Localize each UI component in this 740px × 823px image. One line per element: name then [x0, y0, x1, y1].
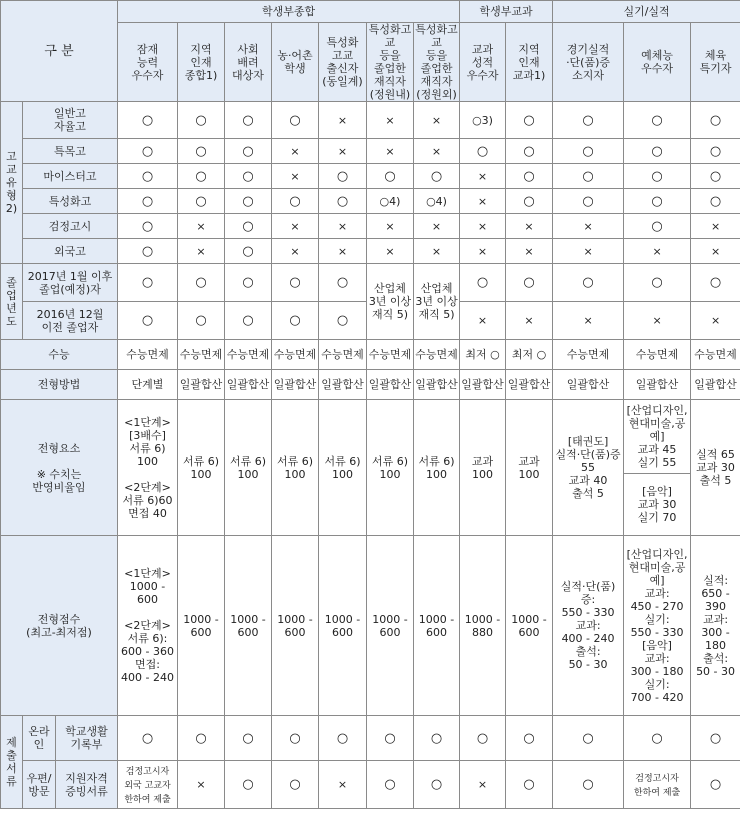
- eligibility-cell: ×: [414, 239, 460, 264]
- grad-year-label: 졸업 년도: [1, 264, 23, 340]
- method-label: 전형방법: [1, 370, 118, 400]
- submit-cell: ○: [553, 716, 624, 761]
- eligibility-cell: ×: [272, 164, 319, 189]
- row-label: 마이스터고: [23, 164, 118, 189]
- table-row: [1, 102, 740, 139]
- row-label: 2016년 12월 이전 졸업자: [23, 302, 118, 340]
- header-group-gyogwa: 학생부교과: [460, 1, 553, 23]
- eligibility-cell: ×: [691, 239, 740, 264]
- table-row: [1, 189, 740, 214]
- submit-cell: ○: [225, 716, 272, 761]
- method-cell: 일괄합산: [506, 370, 553, 400]
- submit-cell: ○: [460, 716, 506, 761]
- elements-cell: 실적 65 교과 30 출석 5: [691, 400, 740, 536]
- eligibility-cell: ○: [225, 239, 272, 264]
- eligibility-cell: ×: [460, 239, 506, 264]
- eligibility-cell: ○: [118, 302, 178, 340]
- col-header: 농·어촌 학생: [272, 23, 319, 102]
- method-cell: 일괄합산: [414, 370, 460, 400]
- col-header: 예체능 우수자: [624, 23, 691, 102]
- eligibility-cell: ×: [367, 139, 414, 164]
- method-cell: 일괄합산: [178, 370, 225, 400]
- submit-online-label: 온라인: [23, 716, 56, 761]
- submit-cell: ○: [414, 716, 460, 761]
- eligibility-cell: ×: [414, 102, 460, 139]
- row-label: 외국고: [23, 239, 118, 264]
- eligibility-cell: ×: [460, 189, 506, 214]
- eligibility-cell: ○: [225, 102, 272, 139]
- scores-cell: 1000 - 600: [225, 536, 272, 716]
- eligibility-cell: ×: [553, 214, 624, 239]
- eligibility-cell: ×: [553, 302, 624, 340]
- eligibility-cell: ○: [225, 264, 272, 302]
- table-row: [1, 340, 740, 370]
- eligibility-cell: ×: [506, 214, 553, 239]
- elements-label: 전형요소 ※ 수치는 반영비율임: [1, 400, 118, 536]
- school-type-label: 고교 유형2): [1, 102, 23, 264]
- method-cell: 일괄합산: [272, 370, 319, 400]
- submit-cell: ○: [506, 761, 553, 809]
- col-header: 사회 배려 대상자: [225, 23, 272, 102]
- elements-cell: 서류 6) 100: [272, 400, 319, 536]
- table-row: [1, 239, 740, 264]
- eligibility-cell: ○: [178, 302, 225, 340]
- eligibility-cell: ○: [118, 164, 178, 189]
- col-header: 잠재 능력 우수자: [118, 23, 178, 102]
- submit-cell: ○: [319, 716, 367, 761]
- suneung-cell: 최저 ○: [460, 340, 506, 370]
- table-row: [1, 761, 740, 809]
- eligibility-cell: ○: [691, 139, 740, 164]
- method-cell: 일괄합산: [553, 370, 624, 400]
- scores-label: 전형점수 (최고-최저점): [1, 536, 118, 716]
- table-row: [1, 164, 740, 189]
- eligibility-cell: ×: [506, 302, 553, 340]
- eligibility-cell: ○: [319, 302, 367, 340]
- eligibility-cell: ×: [272, 239, 319, 264]
- table-row: [1, 400, 740, 474]
- suneung-cell: 수능면제: [624, 340, 691, 370]
- elements-cell: 서류 6) 100: [367, 400, 414, 536]
- col-header: 특성화고교 등을 졸업한 재직자 (정원내): [367, 23, 414, 102]
- eligibility-cell: ○: [624, 102, 691, 139]
- eligibility-cell: ○: [118, 189, 178, 214]
- row-label: 일반고 자율고: [23, 102, 118, 139]
- eligibility-cell: ○: [460, 264, 506, 302]
- table-row: [1, 536, 740, 716]
- eligibility-cell: ×: [319, 214, 367, 239]
- eligibility-cell: ×: [553, 239, 624, 264]
- eligibility-cell: ○: [225, 164, 272, 189]
- suneung-cell: 수능면제: [272, 340, 319, 370]
- method-cell: 일괄합산: [460, 370, 506, 400]
- eligibility-cell: ×: [414, 139, 460, 164]
- eligibility-cell: ○: [553, 189, 624, 214]
- worker-note: 산업체 3년 이상 재직 5): [367, 264, 414, 340]
- eligibility-cell: ○: [272, 102, 319, 139]
- col-header: 지역 인재 종합1): [178, 23, 225, 102]
- row-label: 특목고: [23, 139, 118, 164]
- scores-cell: 1000 - 600: [367, 536, 414, 716]
- eligibility-cell: ○: [624, 214, 691, 239]
- eligibility-cell: ×: [506, 239, 553, 264]
- suneung-cell: 수능면제: [691, 340, 740, 370]
- scores-cell: 1000 - 600: [414, 536, 460, 716]
- elements-cell: 교과 100: [460, 400, 506, 536]
- eligibility-cell: ○: [624, 139, 691, 164]
- eligibility-cell: ○: [225, 139, 272, 164]
- header-gubun: 구 분: [1, 1, 118, 102]
- col-header: 교과 성적 우수자: [460, 23, 506, 102]
- row-label: 검정고시: [23, 214, 118, 239]
- eligibility-cell: ○: [319, 264, 367, 302]
- method-cell: 일괄합산: [367, 370, 414, 400]
- eligibility-cell: ×: [319, 102, 367, 139]
- eligibility-cell: ○: [118, 139, 178, 164]
- table-row: [1, 139, 740, 164]
- eligibility-cell: ×: [624, 239, 691, 264]
- eligibility-cell: ×: [178, 214, 225, 239]
- col-header: 체육 특기자: [691, 23, 740, 102]
- eligibility-cell: ×: [460, 164, 506, 189]
- submit-cell: ○: [272, 716, 319, 761]
- eligibility-cell: ×: [691, 302, 740, 340]
- eligibility-cell: ○: [272, 264, 319, 302]
- eligibility-cell: ○: [691, 264, 740, 302]
- eligibility-cell: ○: [118, 239, 178, 264]
- method-cell: 일괄합산: [225, 370, 272, 400]
- eligibility-cell: ○: [414, 164, 460, 189]
- eligibility-cell: ○: [553, 164, 624, 189]
- header-group-silgi: 실기/실적: [553, 1, 740, 23]
- eligibility-cell: ○: [460, 139, 506, 164]
- eligibility-cell: ○: [624, 189, 691, 214]
- eligibility-cell: ×: [624, 302, 691, 340]
- eligibility-cell: ○: [691, 164, 740, 189]
- eligibility-cell: ○: [225, 189, 272, 214]
- submit-online-doc: 학교생활 기록부: [56, 716, 118, 761]
- scores-cell: 1000 - 600: [178, 536, 225, 716]
- eligibility-cell: ×: [272, 139, 319, 164]
- scores-cell: [산업디자인, 현대미술,공예] 교과: 450 - 270 실기: 550 - 330 [음악] 교과: 300 - 180 실기: 700 - 420: [624, 536, 691, 716]
- submit-cell: ○: [118, 716, 178, 761]
- eligibility-cell: ○: [506, 164, 553, 189]
- suneung-label: 수능: [1, 340, 118, 370]
- submit-cell: ○: [272, 761, 319, 809]
- eligibility-cell: ○: [506, 102, 553, 139]
- suneung-cell: 수능면제: [553, 340, 624, 370]
- elements-cell: [음악] 교과 30 실기 70: [624, 474, 691, 536]
- eligibility-cell: ○: [225, 214, 272, 239]
- submit-cell: ○: [367, 716, 414, 761]
- suneung-cell: 수능면제: [367, 340, 414, 370]
- eligibility-cell: ×: [460, 302, 506, 340]
- submit-cell: ×: [319, 761, 367, 809]
- submit-mail-label: 우편/ 방문: [23, 761, 56, 809]
- table-row: [1, 370, 740, 400]
- eligibility-cell: ○: [178, 102, 225, 139]
- eligibility-cell: ○4): [367, 189, 414, 214]
- method-cell: 일괄합산: [624, 370, 691, 400]
- submit-cell: ○: [178, 716, 225, 761]
- eligibility-cell: ×: [367, 214, 414, 239]
- eligibility-cell: ○: [225, 302, 272, 340]
- eligibility-cell: ○: [272, 189, 319, 214]
- eligibility-cell: ○: [553, 139, 624, 164]
- eligibility-cell: ○: [118, 102, 178, 139]
- submit-cell: ○: [624, 716, 691, 761]
- submit-cell: ×: [460, 761, 506, 809]
- eligibility-cell: ×: [178, 239, 225, 264]
- submit-cell: ○: [691, 761, 740, 809]
- table-row: [1, 214, 740, 239]
- eligibility-cell: ○: [553, 102, 624, 139]
- eligibility-cell: ○: [178, 139, 225, 164]
- submit-cell: 검정고시자 외국 고교자 한하여 제출: [118, 761, 178, 809]
- method-cell: 일괄합산: [691, 370, 740, 400]
- header-group-jonghap: 학생부종합: [118, 1, 460, 23]
- method-cell: 일괄합산: [319, 370, 367, 400]
- scores-cell: 1000 - 600: [272, 536, 319, 716]
- col-header: 특성화 고교 출신자 (동일계): [319, 23, 367, 102]
- eligibility-cell: ○4): [414, 189, 460, 214]
- method-cell: 단계별: [118, 370, 178, 400]
- eligibility-cell: ○: [506, 189, 553, 214]
- eligibility-cell: ○3): [460, 102, 506, 139]
- scores-cell: 1000 - 600: [506, 536, 553, 716]
- eligibility-cell: ×: [414, 214, 460, 239]
- eligibility-cell: ○: [367, 164, 414, 189]
- scores-cell: 실적·단(품)증: 550 - 330 교과: 400 - 240 출석: 50 - 30: [553, 536, 624, 716]
- scores-cell: 1000 - 880: [460, 536, 506, 716]
- suneung-cell: 수능면제: [414, 340, 460, 370]
- eligibility-cell: ○: [319, 164, 367, 189]
- eligibility-cell: ○: [178, 264, 225, 302]
- eligibility-cell: ○: [624, 264, 691, 302]
- eligibility-cell: ○: [624, 164, 691, 189]
- scores-cell: <1단계> 1000 - 600 <2단계> 서류 6): 600 - 360 면접: 400 - 240: [118, 536, 178, 716]
- eligibility-cell: ○: [178, 189, 225, 214]
- eligibility-cell: ○: [506, 139, 553, 164]
- eligibility-cell: ×: [367, 102, 414, 139]
- eligibility-cell: ×: [319, 239, 367, 264]
- submit-cell: ○: [367, 761, 414, 809]
- submit-cell: ○: [225, 761, 272, 809]
- eligibility-cell: ○: [118, 264, 178, 302]
- submit-cell: ○: [691, 716, 740, 761]
- eligibility-cell: ○: [506, 264, 553, 302]
- eligibility-cell: ○: [553, 264, 624, 302]
- submit-cell: ○: [414, 761, 460, 809]
- eligibility-cell: ○: [272, 302, 319, 340]
- row-label: 2017년 1월 이후 졸업(예정)자: [23, 264, 118, 302]
- elements-cell: [산업디자인, 현대미술,공예] 교과 45 실기 55: [624, 400, 691, 474]
- suneung-cell: 수능면제: [118, 340, 178, 370]
- eligibility-cell: ○: [691, 102, 740, 139]
- submit-mail-doc: 지원자격 증빙서류: [56, 761, 118, 809]
- elements-cell: 서류 6) 100: [414, 400, 460, 536]
- col-header: 경기실적 ·단(품)증 소지자: [553, 23, 624, 102]
- eligibility-cell: ○: [691, 189, 740, 214]
- eligibility-cell: ○: [118, 214, 178, 239]
- eligibility-cell: ○: [178, 164, 225, 189]
- elements-cell: 교과 100: [506, 400, 553, 536]
- eligibility-cell: ○: [319, 189, 367, 214]
- eligibility-cell: ×: [272, 214, 319, 239]
- submit-cell: ×: [178, 761, 225, 809]
- table-row: [1, 716, 740, 761]
- eligibility-cell: ×: [460, 214, 506, 239]
- col-header: 지역 인재 교과1): [506, 23, 553, 102]
- eligibility-cell: ×: [367, 239, 414, 264]
- scores-cell: 1000 - 600: [319, 536, 367, 716]
- suneung-cell: 최저 ○: [506, 340, 553, 370]
- scores-cell: 실적: 650 - 390 교과: 300 - 180 출석: 50 - 30: [691, 536, 740, 716]
- elements-cell: [태권도] 실적·단(품)증 55 교과 40 출석 5: [553, 400, 624, 536]
- elements-cell: <1단계> [3배수] 서류 6) 100 <2단계> 서류 6)60 면접 40: [118, 400, 178, 536]
- suneung-cell: 수능면제: [319, 340, 367, 370]
- submit-cell: ○: [553, 761, 624, 809]
- submit-label: 제출 서류: [1, 716, 23, 809]
- submit-cell: 검정고시자 한하여 제출: [624, 761, 691, 809]
- elements-cell: 서류 6) 100: [225, 400, 272, 536]
- submit-cell: ○: [506, 716, 553, 761]
- elements-cell: 서류 6) 100: [319, 400, 367, 536]
- row-label: 특성화고: [23, 189, 118, 214]
- elements-cell: 서류 6) 100: [178, 400, 225, 536]
- eligibility-cell: ×: [319, 139, 367, 164]
- worker-note: 산업체 3년 이상 재직 5): [414, 264, 460, 340]
- table-row: [1, 264, 740, 302]
- suneung-cell: 수능면제: [178, 340, 225, 370]
- suneung-cell: 수능면제: [225, 340, 272, 370]
- col-header: 특성화고교 등을 졸업한 재직자 (정원외): [415, 23, 458, 101]
- eligibility-cell: ×: [691, 214, 740, 239]
